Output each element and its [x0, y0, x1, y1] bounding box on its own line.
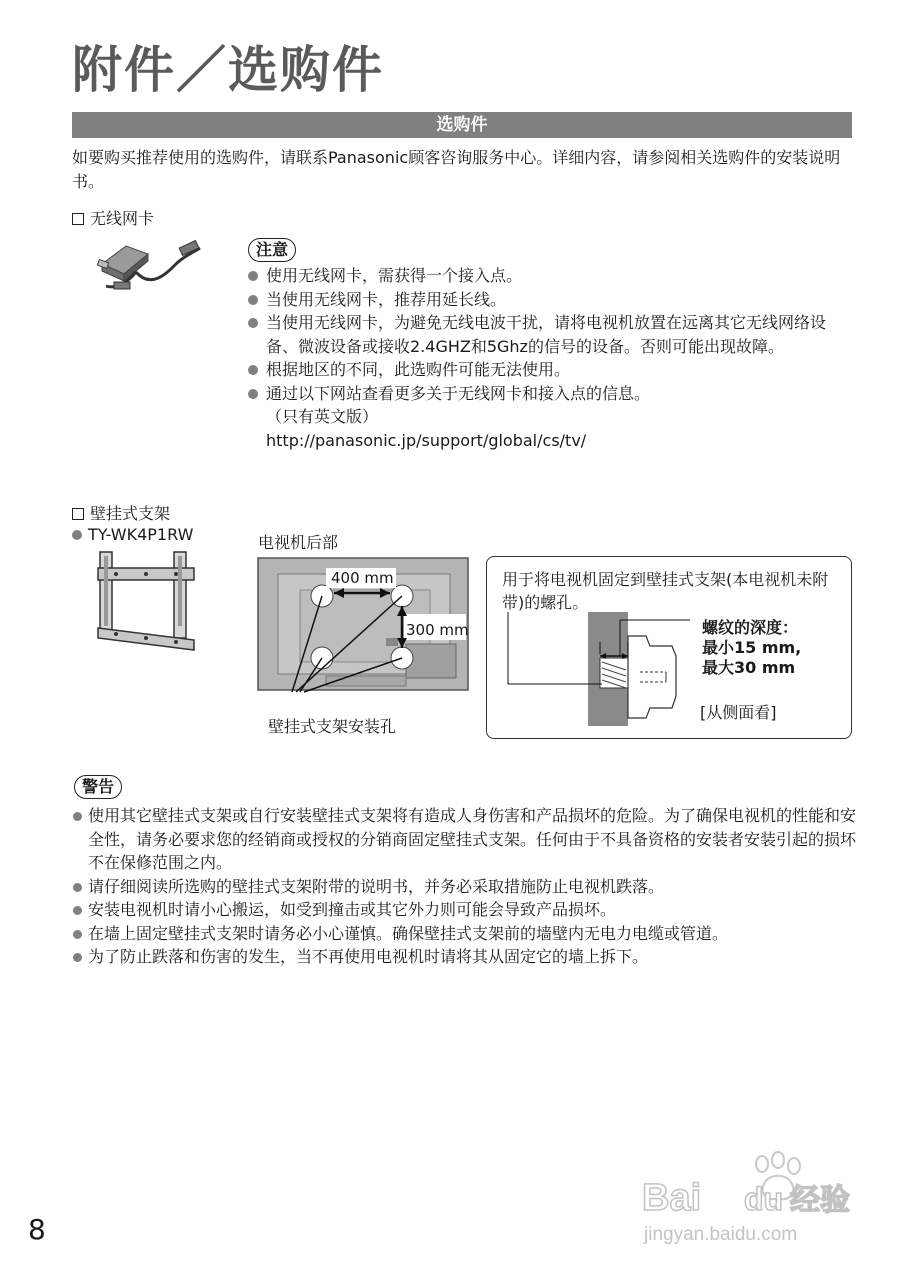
english-only-note: （只有英文版） — [266, 407, 379, 426]
thread-depth-min: 最小15 mm, — [702, 638, 802, 657]
svg-text:Bai: Bai — [642, 1177, 702, 1219]
svg-text:jingyan.baidu.com: jingyan.baidu.com — [644, 1224, 798, 1245]
wall-bracket-model: TY-WK4P1RW — [72, 524, 193, 546]
list-item: 通过以下网站查看更多关于无线网卡和接入点的信息。 （只有英文版） http://panasonic.jp/support/global/cs/tv/ — [248, 382, 848, 453]
bullet-icon — [73, 906, 82, 915]
wireless-item — [72, 208, 154, 230]
bullet-icon — [73, 953, 82, 962]
thread-depth-block — [702, 618, 801, 678]
horizontal-hole-distance: 400 mm — [331, 569, 394, 587]
bullet-icon — [248, 389, 258, 399]
list-item: 当使用无线网卡，推荐用延长线。 — [248, 288, 848, 312]
svg-text:du: du — [744, 1181, 784, 1217]
side-view-label: [从侧面看] — [700, 703, 777, 722]
checkbox-icon — [72, 508, 84, 520]
bullet-icon — [73, 812, 82, 821]
wireless-label: 无线网卡 — [90, 209, 155, 228]
bullet-icon — [248, 295, 258, 305]
list-item: 使用其它壁挂式支架或自行安装壁挂式支架将有造成人身伤害和产品损坏的危险。为了确保电视机的性能和安全性，请务必要求您的经销商或授权的分销商固定壁挂式支架。任何由于不具备资格的安装者安装引起的损坏不在保修范围之内。 — [72, 804, 862, 875]
bullet-icon — [248, 318, 258, 328]
wireless-notes — [248, 264, 848, 452]
caution-block — [248, 238, 296, 262]
wall-bracket-item — [72, 503, 170, 525]
page-title: 附件／选购件 — [72, 41, 384, 99]
thread-depth-max: 最大30 mm — [702, 658, 796, 677]
tv-back-label: 电视机后部 — [258, 533, 339, 552]
list-item: 在墙上固定壁挂式支架时请务必小心谨慎。确保壁挂式支架前的墙壁内无电力电缆或管道。 — [72, 922, 862, 946]
vertical-hole-distance: 300 mm — [406, 621, 469, 639]
warning-list — [72, 804, 862, 969]
screw-description: 用于将电视机固定到壁挂式支架(本电视机未附带)的螺孔。 — [502, 570, 829, 612]
intro-text: 如要购买推荐使用的选购件，请联系Panasonic顾客咨询服务中心。详细内容，请参阅相关选购件的安装说明书。 — [72, 148, 841, 191]
support-url[interactable]: http://panasonic.jp/support/global/cs/tv/ — [266, 430, 587, 450]
bullet-icon — [72, 530, 82, 540]
warning-block — [74, 775, 122, 799]
svg-text:经验: 经验 — [790, 1183, 850, 1218]
wall-bracket-label: 壁挂式支架 — [90, 504, 171, 523]
warning-badge: 警告 — [74, 775, 122, 799]
bullet-icon — [248, 365, 258, 375]
baidu-jingyan-watermark — [640, 1150, 860, 1250]
mounting-holes-label: 壁挂式支架安装孔 — [268, 717, 397, 736]
checkbox-icon — [72, 213, 84, 225]
list-item: 根据地区的不同，此选购件可能无法使用。 — [248, 358, 848, 382]
wireless-adapter-illustration — [96, 234, 206, 300]
list-item: 使用无线网卡，需获得一个接入点。 — [248, 264, 848, 288]
bullet-icon — [248, 271, 258, 281]
section-heading: 选购件 — [72, 112, 852, 138]
list-item: 请仔细阅读所选购的壁挂式支架附带的说明书，并务必采取措施防止电视机跌落。 — [72, 875, 862, 899]
list-item: 安装电视机时请小心搬运，如受到撞击或其它外力则可能会导致产品损坏。 — [72, 898, 862, 922]
list-item: 为了防止跌落和伤害的发生，当不再使用电视机时请将其从固定它的墙上拆下。 — [72, 945, 862, 969]
thread-depth-title: 螺纹的深度： — [702, 618, 799, 637]
bullet-icon — [73, 883, 82, 892]
wall-bracket-illustration — [96, 548, 200, 656]
bullet-icon — [73, 930, 82, 939]
screw-side-view-diagram — [490, 612, 690, 730]
page-number: 8 — [28, 1213, 46, 1246]
list-item: 当使用无线网卡，为避免无线电波干扰，请将电视机放置在远离其它无线网络设备、微波设备或接收2.4GHZ和5Ghz的信号的设备。否则可能出现故障。 — [248, 311, 848, 358]
caution-badge: 注意 — [248, 238, 296, 262]
